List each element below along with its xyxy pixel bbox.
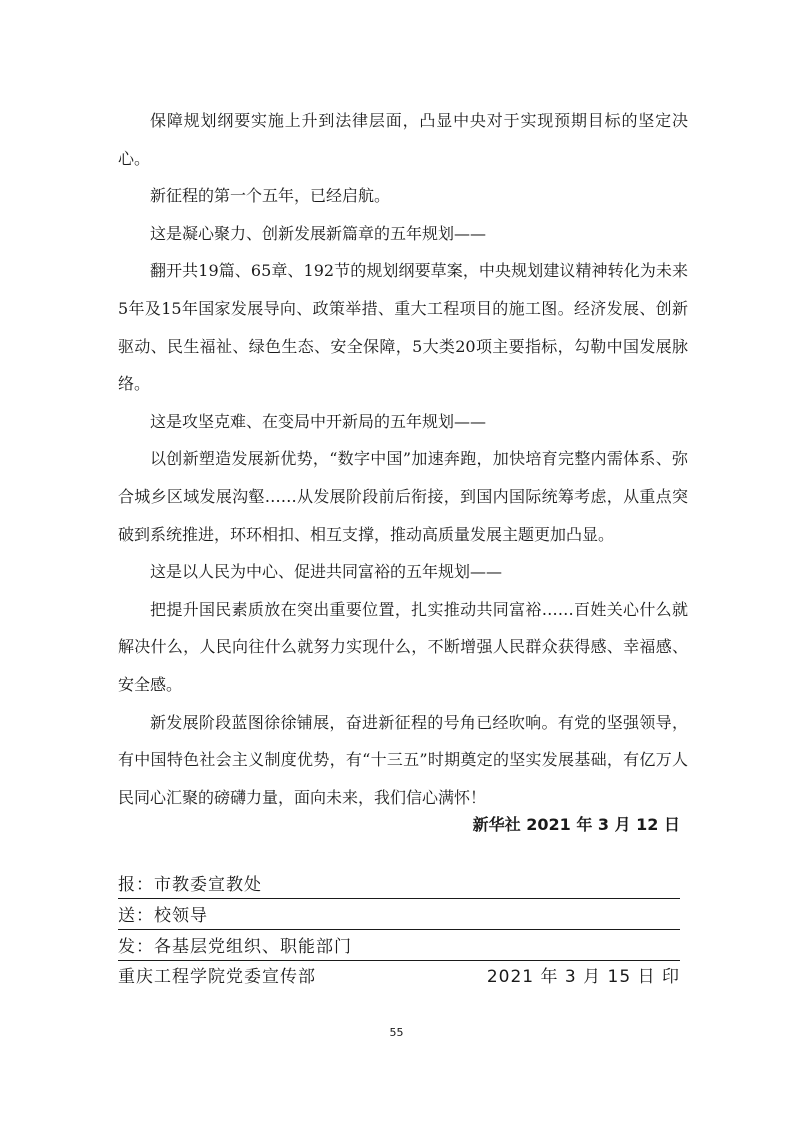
page-number: 55 [389,1026,404,1039]
report-to-line: 报：市教委宣教处 [118,873,680,899]
paragraph: 翻开共19篇、65章、192节的规划纲要草案，中央规划建议精神转化为未来5年及15年国家发展导向、政策举措、重大工程项目的施工图。经济发展、创新驱动、民生福祉、绿色生态、安全保障，5大类20项主要指标，勾勒中国发展脉络。 [118,261,688,394]
article-body [118,102,688,816]
paragraph: 这是凝心聚力、创新发展新篇章的五年规划—— [150,223,487,243]
paragraph: 新发展阶段蓝图徐徐铺展，奋进新征程的号角已经吹响。有党的坚强领导，有中国特色社会主义制度优势，有“十三五”时期奠定的坚实发展基础，有亿万人民同心汇聚的磅礴力量，面向未来，我们信心满怀！ [118,712,688,807]
issue-to-line: 发：各基层党组织、职能部门 [118,935,680,961]
paragraph: 新征程的第一个五年，已经启航。 [150,186,391,206]
paragraph: 这是攻坚克难、在变局中开新局的五年规划—— [150,411,487,431]
source-signature: 新华社 2021 年 3 月 12 日 [472,815,680,834]
send-to-line: 送：校领导 [118,904,680,930]
paragraph: 这是以人民为中心、促进共同富裕的五年规划—— [150,562,503,582]
paragraph: 保障规划纲要实施上升到法律层面，凸显中央对于实现预期目标的坚定决心。 [118,111,688,168]
print-date: 2021 年 3 月 15 日 印 [486,967,680,987]
paragraph: 以创新塑造发展新优势，“数字中国”加速奔跑，加快培育完整内需体系、弥合城乡区域发展沟壑……从发展阶段前后衔接，到国内国际统筹考虑，从重点突破到系统推进，环环相扣、相互支撑，推动高质量发展主题更加凸显。 [118,449,688,544]
issuer-name: 重庆工程学院党委宣传部 [118,967,316,987]
paragraph: 把提升国民素质放在突出重要位置，扎实推动共同富裕……百姓关心什么就解决什么，人民向往什么就努力实现什么，不断增强人民群众获得感、幸福感、安全感。 [118,599,688,694]
footer-issuer-line [118,965,680,990]
